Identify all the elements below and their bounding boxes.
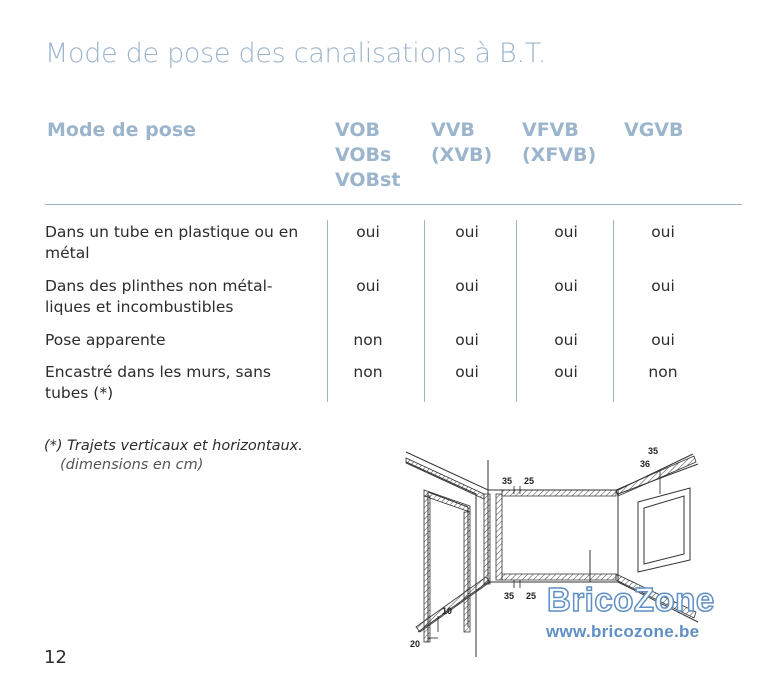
page-title: Mode de pose des canalisations à B.T. (45, 38, 546, 69)
row-label: Encastré dans les murs, sans tubes (*) (45, 363, 271, 402)
bricozone-logo: BricoZone (547, 581, 715, 618)
dimension-label: 35 (648, 446, 659, 456)
table-row (45, 276, 742, 326)
page-number: 12 (44, 647, 67, 668)
installation-table (45, 118, 742, 205)
row-value: oui (455, 363, 479, 381)
row-value: oui (651, 223, 675, 241)
footnote (44, 437, 303, 475)
row-value: non (353, 331, 383, 349)
table-row (45, 362, 742, 406)
dimension-label: 35 (502, 476, 513, 486)
row-value: oui (554, 277, 578, 295)
table-row (45, 222, 742, 272)
header-vvb: VVB (XVB) (431, 119, 493, 166)
dimension-label: 25 (526, 591, 537, 601)
row-label: Pose apparente (45, 331, 166, 349)
row-value: oui (554, 331, 578, 349)
header-vfvb: VFVB (XFVB) (522, 119, 597, 166)
row-label: Dans des plinthes non métal- liques et incombustibles (45, 277, 273, 316)
table-row (45, 330, 742, 356)
footnote-text: (*) Trajets verticaux et horizontaux. (44, 438, 303, 454)
row-value: oui (455, 277, 479, 295)
row-value: oui (651, 277, 675, 295)
row-label: Dans un tube en plastique ou en métal (45, 223, 299, 262)
header-vgvb: VGVB (624, 119, 684, 141)
row-value: oui (356, 223, 380, 241)
table-header (45, 118, 742, 205)
row-value: oui (554, 223, 578, 241)
dimension-label: 35 (504, 591, 515, 601)
dimension-label: 36 (640, 459, 651, 469)
row-value: non (648, 363, 678, 381)
row-value: non (353, 363, 383, 381)
dimensions-note: (dimensions en cm) (60, 457, 204, 473)
row-value: oui (356, 277, 380, 295)
dimension-label: 10 (442, 606, 453, 616)
dimension-label: 25 (524, 476, 535, 486)
header-vob: VOB VOBs VOBst (335, 119, 401, 191)
row-value: oui (455, 331, 479, 349)
header-mode-de-pose: Mode de pose (47, 119, 197, 141)
dimension-label: 20 (410, 639, 421, 649)
row-value: oui (455, 223, 479, 241)
row-value: oui (651, 331, 675, 349)
row-value: oui (554, 363, 578, 381)
bricozone-url: www.bricozone.be (546, 622, 700, 641)
